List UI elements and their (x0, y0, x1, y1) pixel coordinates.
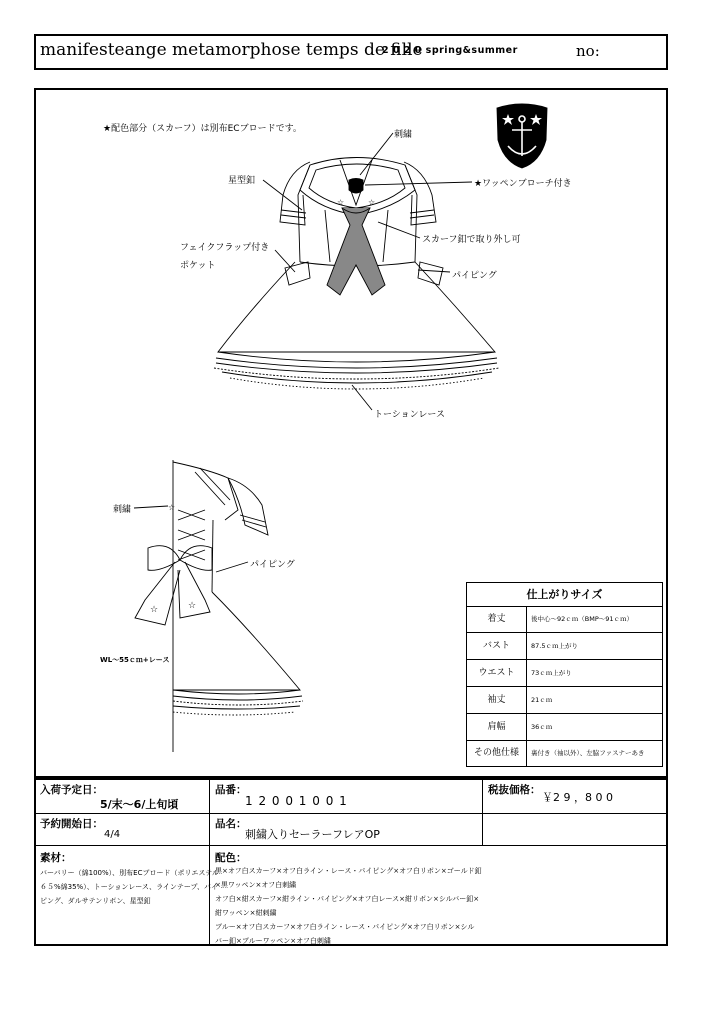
note-piping-front: パイピング (452, 271, 497, 281)
color-line: ×黒ワッペン×オフ白刺繍 (215, 881, 297, 889)
arrival-value: 5/末〜6/上旬頃 (100, 798, 179, 811)
size-value: 87.5ｃｍ上がり (531, 642, 578, 650)
size-label: 肩幅 (467, 714, 527, 740)
size-label: バスト (467, 633, 527, 659)
material-line: ６５%綿35%）、トーションレース、ラインテープ、バイ (40, 883, 218, 891)
size-value: 36ｃｍ (531, 723, 553, 731)
color-line: 黒×オフ白スカーフ×オフ白ライン・レース・パイピング×オフ白リボン×ゴールド釦 (215, 867, 482, 875)
size-row (467, 687, 662, 714)
size-label: ウエスト (467, 660, 527, 686)
size-value: 73ｃｍ上がり (531, 669, 572, 677)
size-label: その他仕様 (467, 741, 527, 766)
note-embroidery-back: 刺繍 (113, 505, 132, 515)
note-wl: WL〜55ｃｍ+レース (100, 656, 170, 664)
header-season: 2 0 2 0 spring&summer (382, 45, 518, 56)
material-text (40, 866, 219, 908)
color-line: オフ白×紺スカーフ×紺ライン・パイピング×オフ白レース×紺リボン×シルバー釦× (215, 895, 480, 903)
color-line: 紺ワッペン×紺刺繍 (215, 909, 277, 917)
product-name-label: 品名： (215, 818, 247, 830)
note-scarf-removable: スカーフ釦で取り外し可 (422, 235, 521, 245)
note-torchon-lace: トーションレース (374, 410, 445, 420)
color-text (215, 864, 482, 948)
footer-divider (34, 845, 668, 846)
color-label: 配色： (215, 852, 247, 864)
product-no-value: 1 2 0 0 1 0 0 1 (245, 794, 348, 808)
header-no-label: no: (576, 42, 600, 60)
size-row (467, 741, 662, 766)
size-label: 袖丈 (467, 687, 527, 713)
svg-text:☆: ☆ (337, 198, 345, 207)
anchor-emblem-icon (497, 104, 547, 168)
material-label: 素材： (40, 852, 72, 864)
svg-text:☆: ☆ (188, 601, 197, 611)
svg-text:☆: ☆ (168, 503, 176, 512)
svg-text:☆: ☆ (150, 605, 159, 615)
size-value: 後中心〜92ｃｍ（BMP〜91ｃｍ） (531, 615, 634, 623)
note-scarf: ★配色部分（スカーフ）は別布ECブロードです。 (103, 124, 302, 134)
note-piping-back: パイピング (250, 560, 295, 570)
back-dress-drawing (135, 460, 303, 752)
reservation-label: 予約開始日： (40, 818, 103, 830)
size-table (466, 582, 663, 767)
material-line: ピング、ダルサテンリボン、星型釦 (40, 897, 151, 905)
footer-divider (34, 813, 668, 814)
price-label: 税抜価格： (488, 784, 541, 796)
size-row (467, 660, 662, 687)
note-embroidery-front: 刺繍 (394, 130, 413, 140)
size-row (467, 633, 662, 660)
size-row (467, 606, 662, 633)
note-pocket-line2: ポケット (180, 261, 216, 271)
material-line: バーバリー（綿100%）、別布ECブロード（ポリエステル (40, 869, 219, 877)
footer-divider (209, 778, 210, 946)
reservation-value: 4/4 (104, 829, 121, 840)
header-title: manifesteange metamorphose temps de fille (40, 40, 423, 60)
price-value: ￥2 9 ，8 0 0 (542, 791, 613, 804)
size-label: 着丈 (467, 606, 527, 632)
size-value: 裏付き（袖以外）、左脇ファスナーあき (531, 749, 645, 757)
product-name-value: 刺繍入りセーラーフレアOP (245, 828, 380, 841)
footer-divider (482, 778, 483, 845)
note-star-button: 星型釦 (228, 176, 256, 186)
arrival-label: 入荷予定日： (40, 784, 103, 796)
note-brooch: ★ワッペンブローチ付き (474, 179, 572, 189)
size-table-title: 仕上がりサイズ (467, 583, 662, 607)
color-line: バー釦×ブルーワッペン×オフ白刺繍 (215, 937, 331, 945)
size-value: 21ｃｍ (531, 696, 553, 704)
color-line: ブルー×オフ白スカーフ×オフ白ライン・レース・パイピング×オフ白リボン×シル (215, 923, 475, 931)
svg-text:☆: ☆ (368, 198, 376, 207)
product-no-label: 品番： (215, 784, 247, 796)
note-pocket-line1: フェイクフラップ付き (180, 243, 270, 253)
size-row (467, 714, 662, 741)
